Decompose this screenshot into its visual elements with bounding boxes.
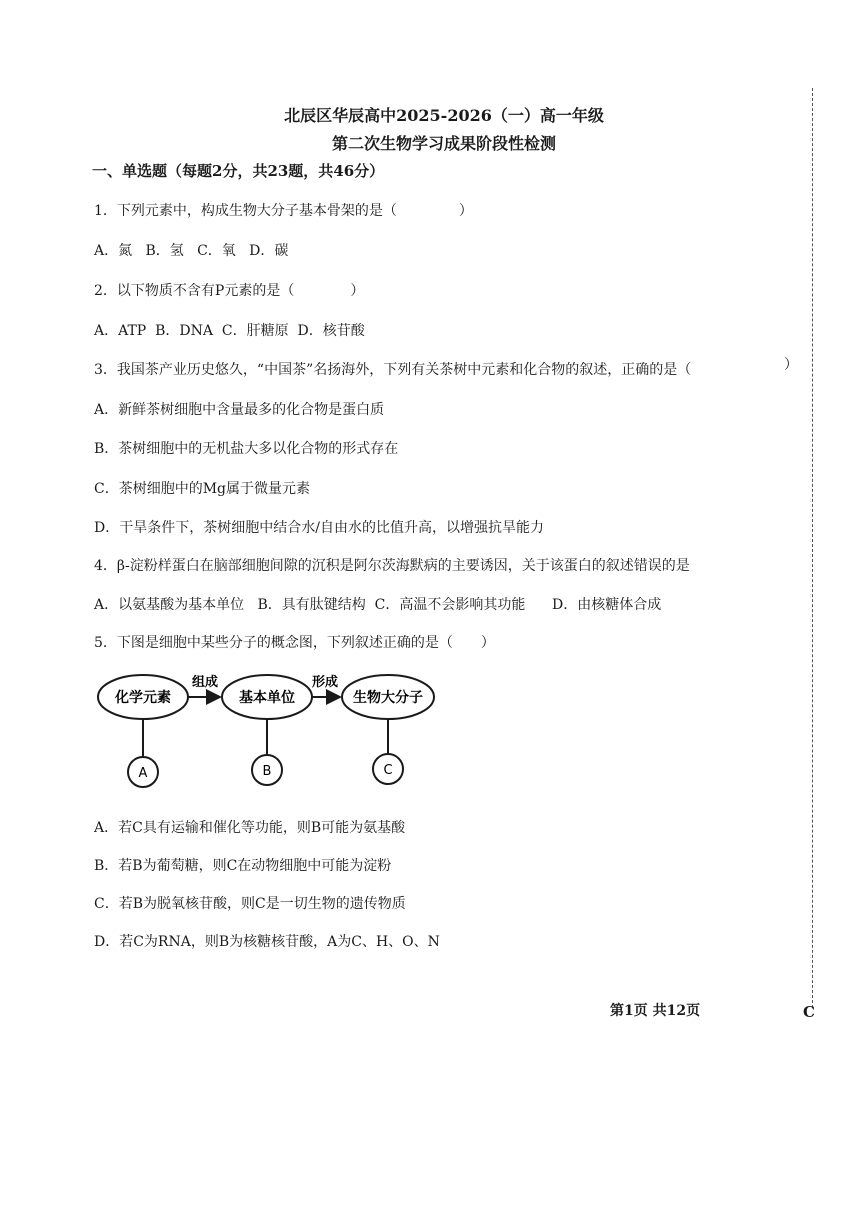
question-3-option-a: A．新鲜茶树细胞中含量最多的化合物是蛋白质: [94, 402, 385, 418]
node-basic-unit: [222, 675, 312, 719]
question-3-close: ）: [784, 357, 798, 373]
node-macromolecule-label: 生物大分子: [353, 690, 423, 706]
section-heading: 一、单选题（每题2分，共23题，共46分）: [92, 162, 385, 180]
question-1-text: 1．下列元素中，构成生物大分子基本骨架的是（: [94, 203, 397, 219]
question-4-options: A．以氨基酸为基本单位 B．具有肽键结构 C．高温不会影响其功能 D．由核糖体合成: [94, 597, 662, 613]
exam-title-line2: 第二次生物学习成果阶段性检测: [331, 134, 556, 153]
edge-mark: C: [803, 1003, 815, 1021]
question-1-options: A．氮 B．氢 C．氧 D．碳: [94, 243, 289, 259]
page-number: 第1页 共12页: [610, 1003, 701, 1019]
circle-b-label: B: [262, 764, 272, 779]
question-4-stem: 4．β-淀粉样蛋白在脑部细胞间隙的沉积是阿尔茨海默病的主要诱因，关于该蛋白的叙述错误的是: [94, 558, 690, 574]
question-3-option-d: D．干旱条件下，茶树细胞中结合水/自由水的比值升高，以增强抗旱能力: [94, 520, 544, 536]
arrow-compose-label: 组成: [191, 675, 219, 690]
question-3-option-c: C．茶树细胞中的Mg属于微量元素: [94, 481, 311, 497]
node-chemical-elements: [98, 675, 188, 719]
question-3-stem: 3．我国茶产业历史悠久，“中国茶”名扬海外，下列有关茶树中元素和化合物的叙述，正确的是（: [94, 362, 692, 378]
node-macromolecule: [342, 675, 434, 719]
circle-a: [128, 757, 158, 787]
question-5-close: ）: [480, 635, 495, 651]
question-2-text: 2．以下物质不含有P元素的是（: [94, 283, 295, 299]
circle-c: [373, 754, 403, 784]
question-5-option-b: B．若B为葡萄糖，则C在动物细胞中可能为淀粉: [94, 858, 392, 874]
question-5-text: 5．下图是细胞中某些分子的概念图，下列叙述正确的是（: [94, 635, 453, 651]
circle-a-label: A: [138, 766, 148, 781]
arrow-form-label: 形成: [311, 675, 339, 690]
circle-c-label: C: [383, 763, 393, 778]
question-1-close: ）: [458, 203, 473, 219]
question-2-close: ）: [350, 283, 365, 299]
question-5-option-d: D．若C为RNA，则B为核糖核苷酸，A为C、H、O、N: [94, 934, 440, 950]
question-5-option-a: A．若C具有运输和催化等功能，则B可能为氨基酸: [94, 820, 406, 836]
circle-b: [252, 755, 282, 785]
question-2-options: A．ATP B．DNA C．肝糖原 D．核苷酸: [94, 323, 365, 339]
exam-title-line1: 北辰区华辰高中2025-2026（一）高一年级: [284, 106, 604, 125]
node-chemical-elements-label: 化学元素: [115, 690, 171, 706]
question-5-option-c: C．若B为脱氧核苷酸，则C是一切生物的遗传物质: [94, 896, 406, 912]
binding-edge-line: [812, 88, 813, 1008]
question-3-option-b: B．茶树细胞中的无机盐大多以化合物的形式存在: [94, 441, 399, 457]
node-basic-unit-label: 基本单位: [239, 690, 295, 706]
